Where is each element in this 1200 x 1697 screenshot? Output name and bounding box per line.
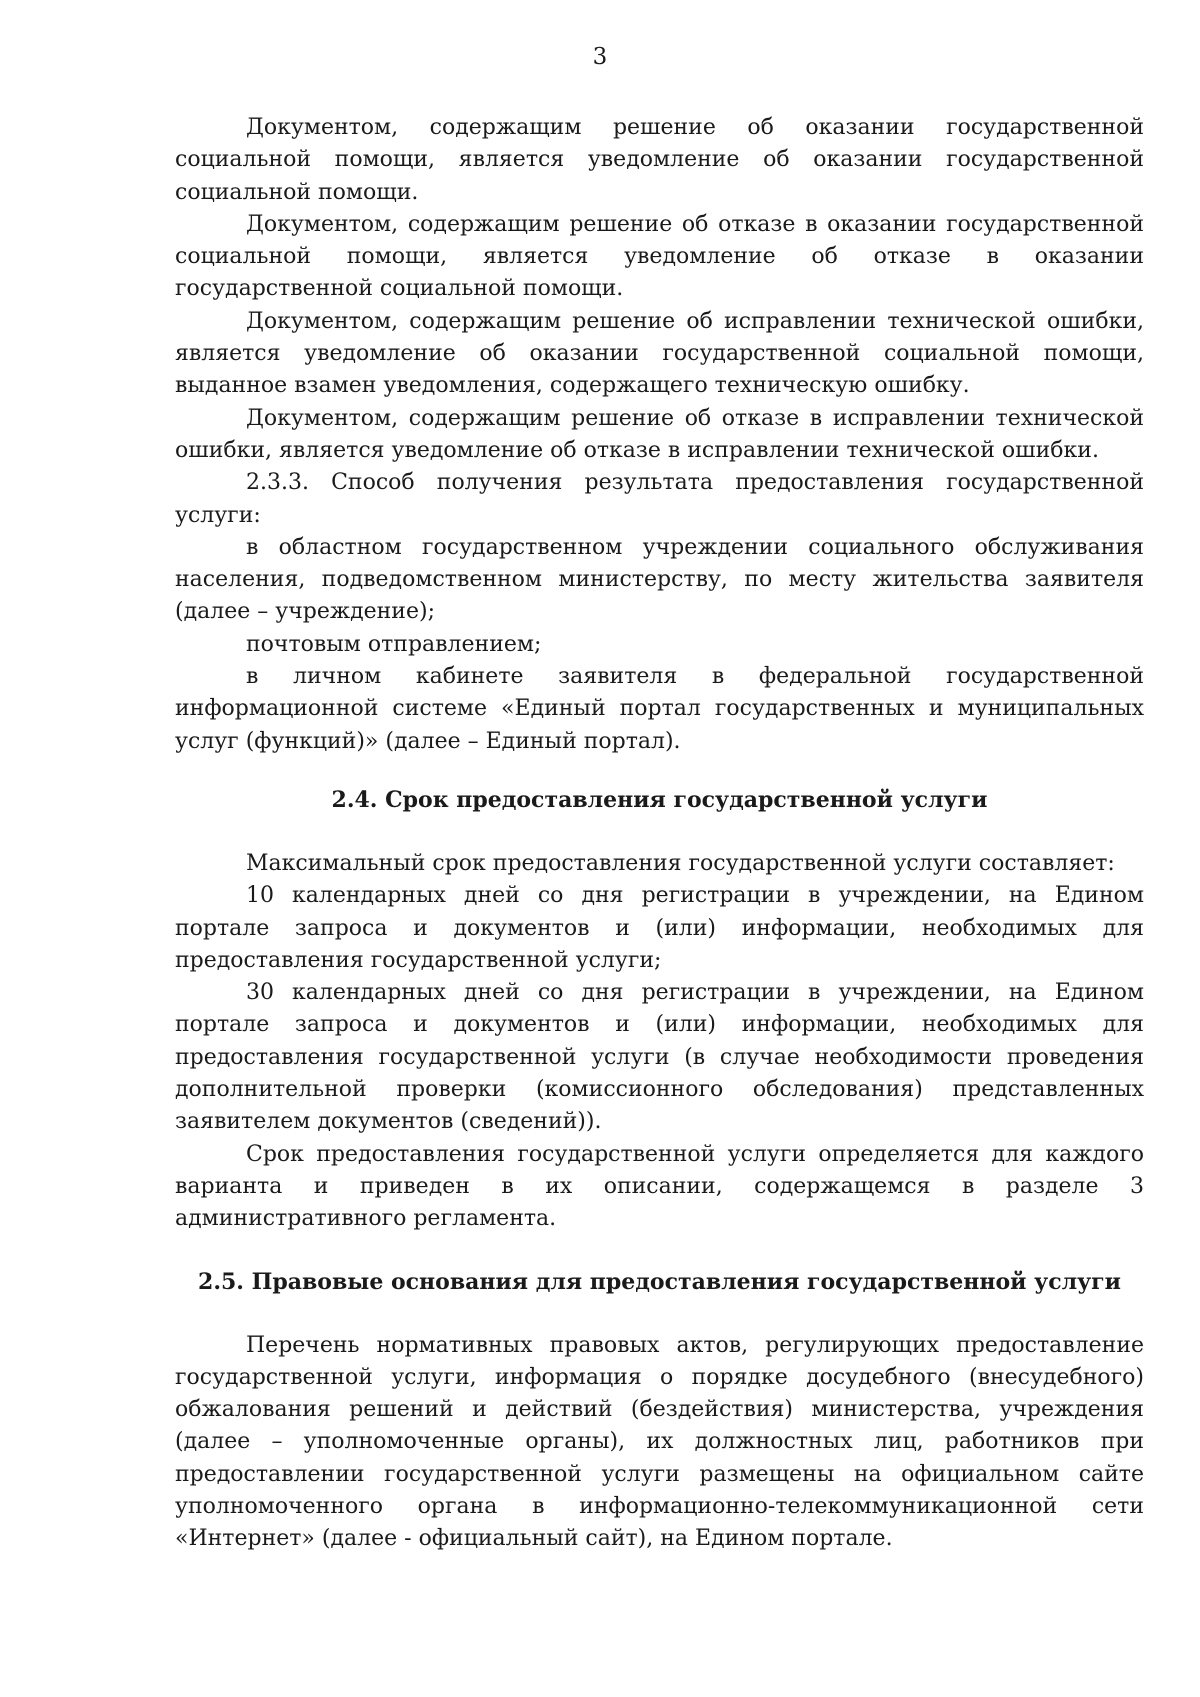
paragraph: Документом, содержащим решение об отказе в оказании государственной социальной помощи, является уведомление об отказе в оказании государственной социальной помощи. bbox=[175, 211, 1144, 302]
paragraph: 30 календарных дней со дня регистрации в учреждении, на Едином портале запроса и документов и (или) информации, необходимых для предоставления государственной услуги (в случае необходимости проведения дополнительной проверки (комиссионного обследования) представленных заявителем документов (сведений)). bbox=[175, 980, 1144, 1135]
paragraph: Документом, содержащим решение об отказе в исправлении технической ошибки, является уведомление об отказе в исправлении технической ошибки. bbox=[175, 405, 1144, 463]
paragraph: Максимальный срок предоставления государственной услуги составляет: bbox=[246, 850, 1115, 876]
paragraph: в областном государственном учреждении социального обслуживания населения, подведомственном министерству, по месту жительства заявителя (далее – учреждение); bbox=[175, 534, 1144, 625]
page-number: 3 bbox=[592, 44, 608, 70]
section-heading-2-5: 2.5. Правовые основания для предоставления государственной услуги bbox=[198, 1268, 1121, 1295]
paragraph: почтовым отправлением; bbox=[246, 631, 542, 657]
section-heading-2-4: 2.4. Срок предоставления государственной услуги bbox=[331, 786, 988, 813]
paragraph: Перечень нормативных правовых актов, регулирующих предоставление государственной услуги, информация о порядке досудебного (внесудебного) обжалования решений и действий (бездействия) министерства, учреждения (далее – уполномоченные органы), их должностных лиц, работников при предоставлении государственной услуги размещены на официальном сайте уполномоченного органа в информационно-телекоммуникационной сети «Интернет» (далее - официальный сайт), на Едином портале. bbox=[175, 1332, 1144, 1552]
paragraph: Срок предоставления государственной услуги определяется для каждого варианта и приведен в их описании, содержащемся в разделе 3 административного регламента. bbox=[175, 1141, 1144, 1232]
paragraph: 2.3.3. Способ получения результата предоставления государственной услуги: bbox=[175, 470, 1144, 528]
paragraph: Документом, содержащим решение об оказании государственной социальной помощи, является уведомление об оказании государственной социальной помощи. bbox=[175, 115, 1144, 205]
paragraph: в личном кабинете заявителя в федеральной государственной информационной системе «Единый портал государственных и муниципальных услуг (функций)» (далее – Единый портал). bbox=[175, 664, 1144, 754]
document-body bbox=[175, 112, 1144, 1556]
paragraph: 10 календарных дней со дня регистрации в учреждении, на Едином портале запроса и документов и (или) информации, необходимых для предоставления государственной услуги; bbox=[175, 883, 1144, 973]
paragraph: Документом, содержащим решение об исправлении технической ошибки, является уведомление об оказании государственной социальной помощи, выданное взамен уведомления, содержащего техническую ошибку. bbox=[175, 308, 1144, 399]
